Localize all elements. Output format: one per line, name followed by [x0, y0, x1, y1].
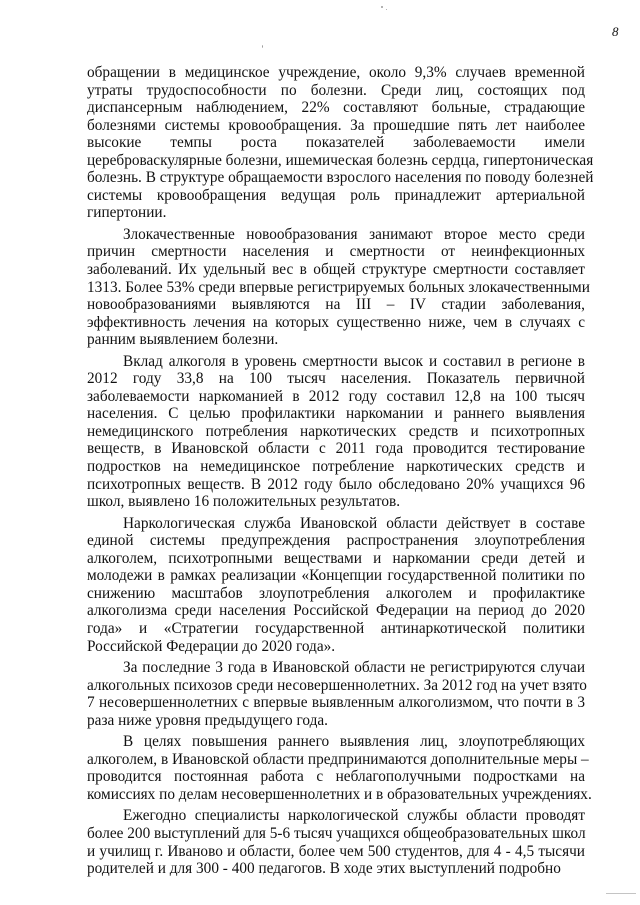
text-line: заболеваний. Их удельный вес в общей структуре смертности составляет — [87, 261, 585, 279]
text-line: высокие темпы роста показателей заболеваемости имели — [87, 134, 585, 152]
text-line: 2012 году 33,8 на 100 тысяч населения. Показатель первичной — [87, 370, 585, 388]
text-line: цереброваскулярные болезни, ишемическая болезнь сердца, гипертоническая — [87, 151, 594, 169]
text-line: В целях повышения раннего выявления лиц, злоупотребляющих — [123, 733, 585, 751]
text-line: более 200 выступлений для 5-6 тысяч учащихся общеобразовательных школ — [87, 824, 586, 842]
paragraph — [87, 733, 592, 803]
text-line: обращении в медицинское учреждение, около 9,3% случаев временной — [87, 64, 585, 81]
text-line: веществ, в Ивановской области с 2011 года проводится тестирование — [87, 440, 585, 458]
paragraph — [87, 64, 594, 222]
text-line: проводится постоянная работа с неблагополучными подростками на — [87, 768, 585, 786]
text-line: снижению масштабов злоупотребления алкоголем и профилактике — [87, 584, 585, 602]
text-line: Злокачественные новообразования занимают второе место среди — [123, 225, 585, 243]
text-line: единой системы предупреждения распространения злоупотребления — [87, 532, 585, 550]
text-line: подростков на немедицинское потребление наркотических средств и — [87, 458, 585, 476]
text-line: алкоголем, психотропными веществами и наркомании среди детей и — [87, 549, 585, 567]
text-line: эффективность лечения на которых существенно ниже, чем в случаях с — [87, 313, 585, 331]
text-line: причин смертности населения и смертности от неинфекционных — [87, 243, 585, 261]
text-line: ранним выявлением болезни. — [87, 331, 279, 349]
scan-speck — [386, 9, 387, 10]
page-number: 8 — [612, 24, 619, 39]
text-line: Российской Федерации до 2020 года». — [87, 637, 336, 655]
text-line: новообразованиями выявляются на III – IV стадии заболевания, — [87, 296, 585, 314]
scan-speck — [606, 893, 636, 894]
text-line: года» и «Стратегии государственной антинаркотической политики — [87, 619, 585, 637]
text-line: диспансерным наблюдением, 22% составляют больные, страдающие — [87, 99, 585, 117]
text-line: комиссиях по делам несовершеннолетних и в образовательных учреждениях. — [87, 785, 592, 803]
text-line: заболеваемости наркоманией в 2012 году составил 12,8 на 100 тысяч — [87, 387, 585, 405]
text-line: болезнями системы кровообращения. За прошедшие пять лет наиболее — [87, 116, 585, 134]
text-line: и училищ г. Иваново и области, более чем 500 студентов, для 4 - 4,5 тысячи — [87, 842, 585, 860]
paragraph — [87, 807, 585, 877]
text-line: молодежи в рамках реализации «Концепции государственной политики по — [87, 567, 585, 585]
text-line: школ, выявлено 16 положительных результатов. — [87, 493, 401, 511]
paragraph — [87, 225, 590, 349]
scan-speck — [381, 6, 383, 8]
text-line: родителей и для 300 - 400 педагогов. В ходе этих выступлений подробно — [87, 860, 561, 878]
text-line: Вклад алкоголя в уровень смертности высок и составил в регионе в — [123, 352, 585, 370]
text-line: утраты трудоспособности по болезни. Среди лиц, состоящих под — [87, 81, 585, 99]
scan-speck — [262, 45, 263, 48]
text-line: системы кровообращения ведущая роль принадлежит артериальной — [87, 186, 585, 204]
text-line: За последние 3 года в Ивановской области не регистрируются случаи — [123, 659, 585, 677]
text-line: Наркологическая служба Ивановской области действует в составе — [123, 514, 585, 532]
text-line: алкоголем, в Ивановской области предпринимаются дополнительные меры – — [87, 750, 589, 768]
paragraph — [87, 659, 585, 729]
document-body — [87, 64, 594, 878]
text-line: 7 несовершеннолетних с впервые выявленным алкоголизмом, что почти в 3 — [87, 694, 585, 712]
text-line: немедицинского потребления наркотических средств и психотропных — [87, 422, 585, 440]
text-line: алкогольных психозов среди несовершеннолетних. За 2012 год на учет взято — [87, 676, 587, 694]
text-line: гипертонии. — [87, 204, 167, 222]
text-line: Ежегодно специалисты наркологической службы области проводят — [123, 807, 585, 825]
text-line: болезнь. В структуре обращаемости взрослого населения по поводу болезней — [87, 169, 594, 187]
text-line: 1313. Более 53% среди впервые регистрируемых больных злокачественными — [87, 278, 590, 296]
text-line: алкоголизма среди населения Российской Федерации на период до 2020 — [87, 602, 585, 620]
text-line: населения. С целью профилактики наркомании и раннего выявления — [87, 405, 585, 423]
paragraph — [87, 353, 585, 511]
paragraph — [87, 515, 585, 655]
text-line: психотропных веществ. В 2012 году было обследовано 20% учащихся 96 — [87, 475, 585, 493]
text-line: раза ниже уровня предыдущего года. — [87, 711, 329, 729]
